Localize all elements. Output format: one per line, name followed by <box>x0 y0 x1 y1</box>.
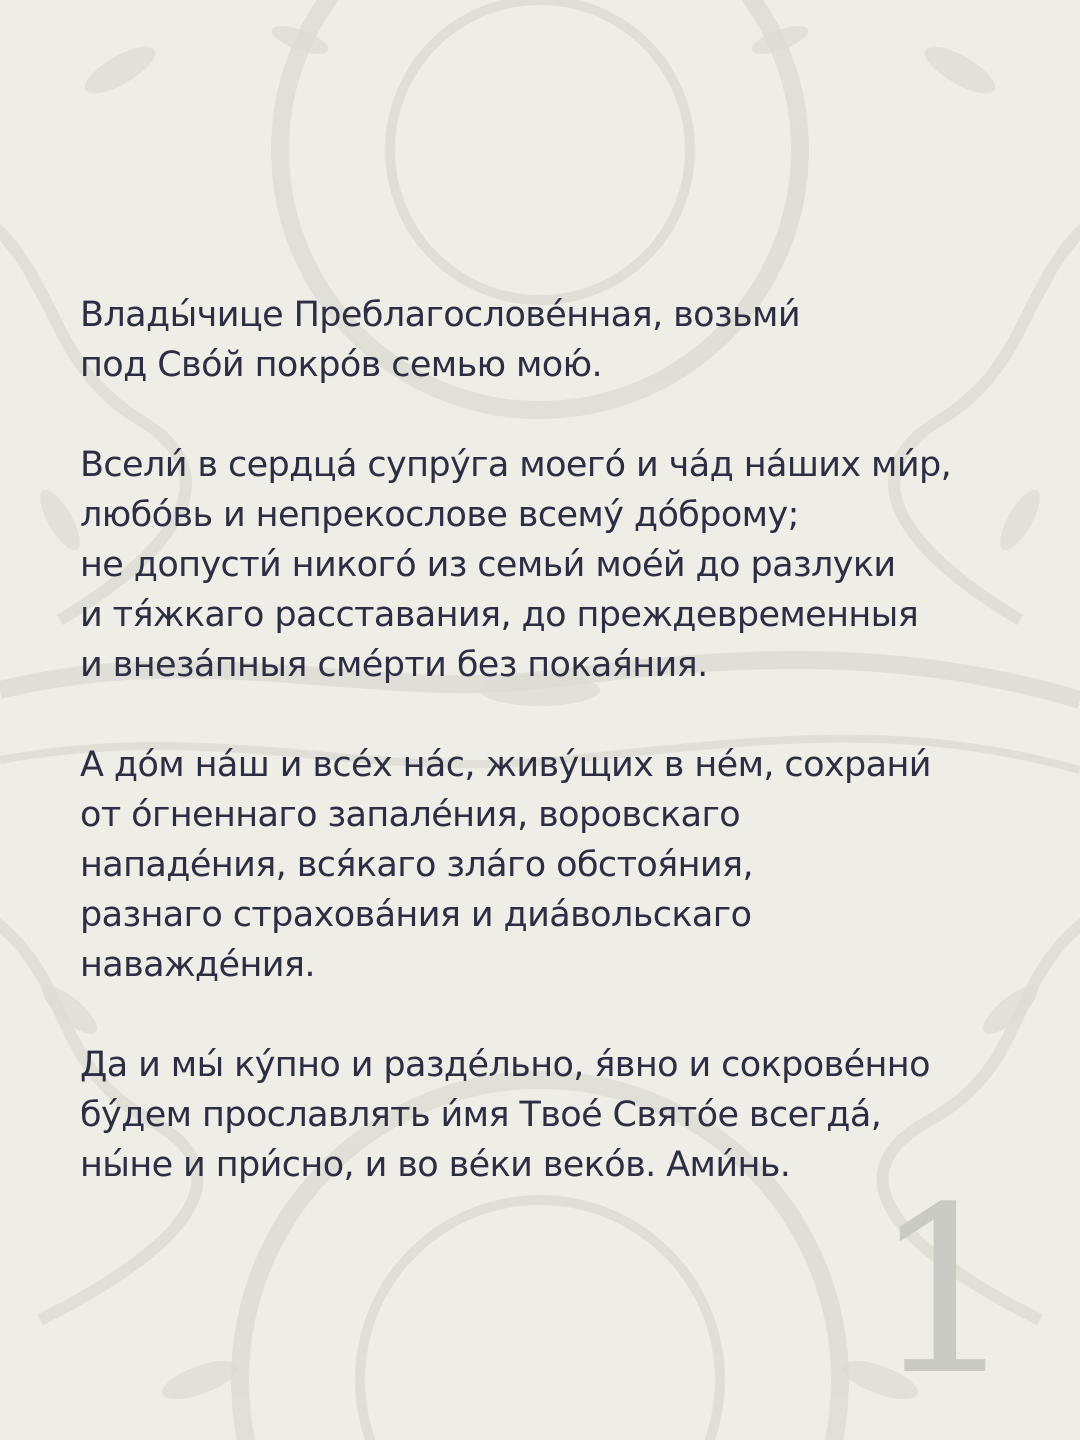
prayer-line: не допусти́ никого́ из семьи́ мое́й до разлуки <box>80 545 896 585</box>
prayer-line: наважде́ния. <box>80 945 315 985</box>
page-number: 1 <box>871 1159 1018 1426</box>
prayer-line: Всели́ в сердца́ супру́га моего́ и ча́д на́ших ми́р, <box>80 445 952 485</box>
prayer-text <box>80 290 1020 1240</box>
prayer-line: Влады́чице Преблагослове́нная, возьми́ <box>80 295 800 335</box>
prayer-line: разнаго страхова́ния и диа́вольскаго <box>80 895 752 935</box>
prayer-line: под Сво́й покро́в семью мою́. <box>80 345 602 385</box>
prayer-line: А до́м на́ш и все́х на́с, живу́щих в не́м, сохрани́ <box>80 745 931 785</box>
prayer-line: от о́гненнаго запале́ния, воровскаго <box>80 795 741 835</box>
prayer-line: нападе́ния, вся́каго зла́го обстоя́ния, <box>80 845 754 885</box>
prayer-line: и внеза́пныя сме́рти без покая́ния. <box>80 645 708 685</box>
prayer-paragraph-3 <box>80 740 1020 990</box>
prayer-line: любо́вь и непрекослове всему́ до́брому; <box>80 495 799 535</box>
prayer-paragraph-2 <box>80 440 1020 690</box>
prayer-paragraph-1 <box>80 290 1020 390</box>
prayer-line: бу́дем прославлять и́мя Твое́ Свято́е всегда́, <box>80 1095 882 1135</box>
prayer-line: Да и мы́ ку́пно и разде́льно, я́вно и сокрове́нно <box>80 1045 930 1085</box>
prayer-line: ны́не и при́сно, и во ве́ки веко́в. Ами́нь. <box>80 1145 791 1185</box>
prayer-line: и тя́жкаго расставания, до преждевременныя <box>80 595 919 635</box>
